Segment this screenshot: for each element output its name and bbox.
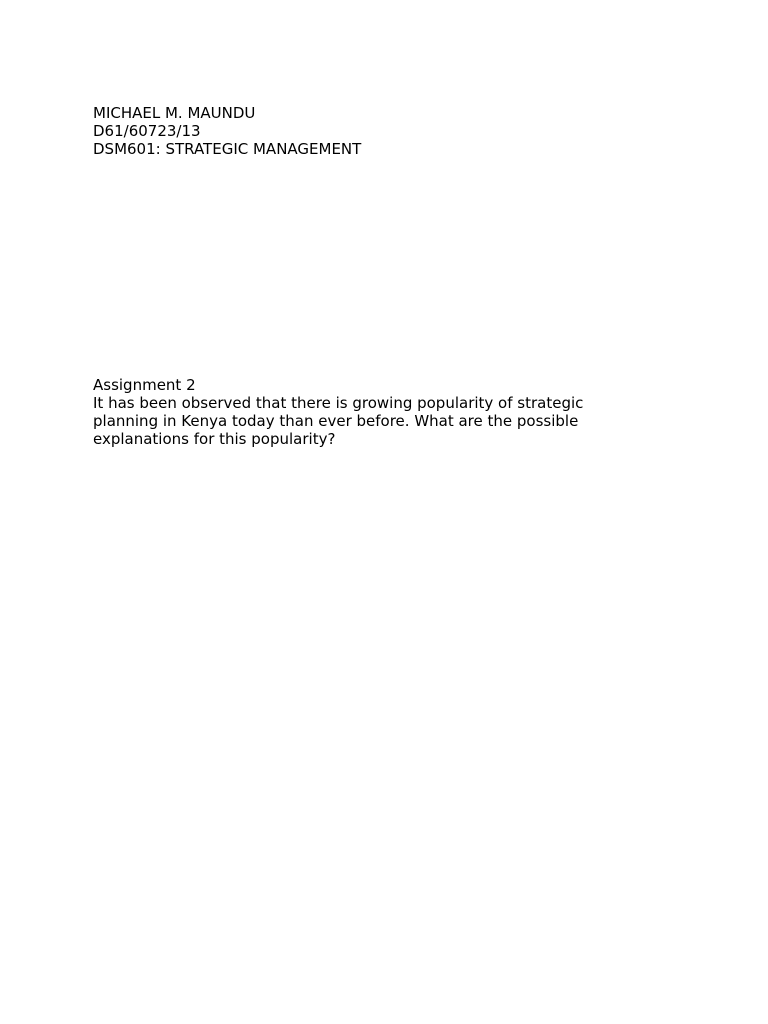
question-line: explanations for this popularity? (93, 430, 336, 448)
registration-number: D61/60723/13 (93, 122, 201, 140)
assignment-title: Assignment 2 (93, 376, 196, 394)
assignment-section (93, 376, 693, 448)
student-name: MICHAEL M. MAUNDU (93, 104, 256, 122)
student-info (93, 104, 693, 158)
question-line: planning in Kenya today than ever before. What are the possible (93, 412, 579, 430)
question-line: It has been observed that there is growing popularity of strategic (93, 394, 584, 412)
course-title: DSM601: STRATEGIC MANAGEMENT (93, 140, 362, 158)
